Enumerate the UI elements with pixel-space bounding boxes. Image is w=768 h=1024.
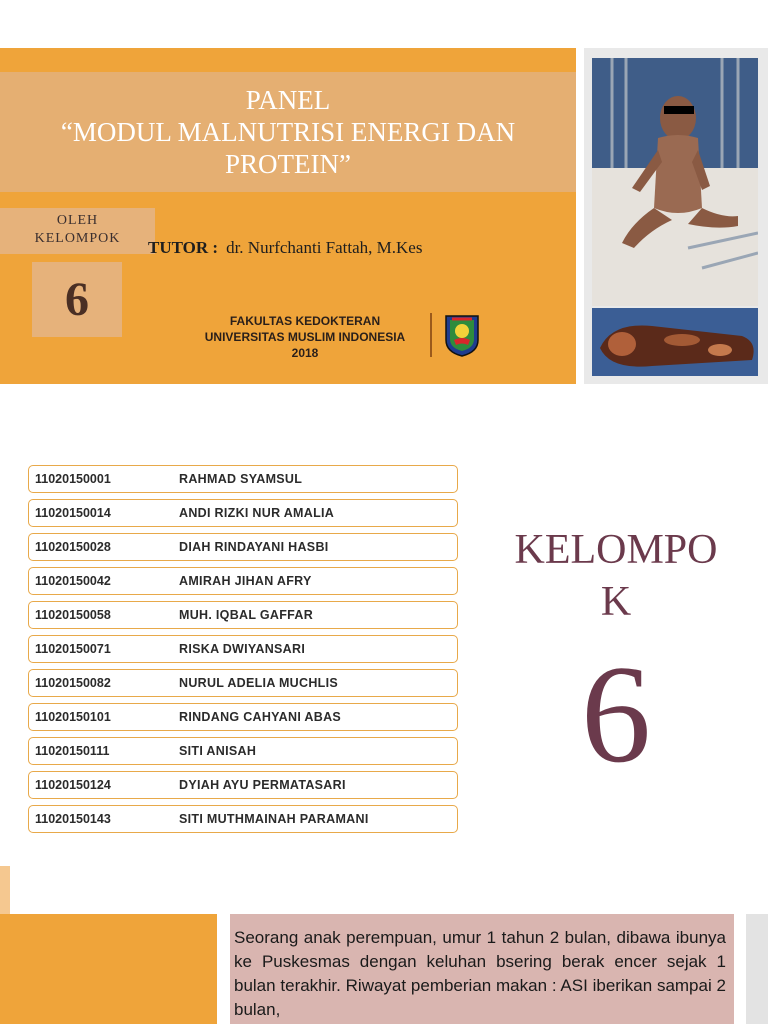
- member-name: NURUL ADELIA MUCHLIS: [179, 676, 339, 690]
- header-divider: [430, 313, 432, 357]
- patient-photo: [592, 58, 758, 306]
- tutor-name: dr. Nurfchanti Fattah, M.Kes: [226, 238, 423, 257]
- member-nim: 11020150143: [35, 812, 111, 826]
- title-line-3: PROTEIN”: [225, 149, 351, 179]
- kelompok-heading: [488, 524, 744, 628]
- member-nim: 11020150071: [35, 642, 111, 656]
- faculty-year: 2018: [291, 346, 319, 360]
- faculty-line-2: UNIVERSITAS MUSLIM INDONESIA: [204, 330, 406, 344]
- oleh-line-2: KELOMPOK: [34, 231, 121, 246]
- right-strip: [746, 914, 768, 1024]
- title-line-1: PANEL: [245, 85, 331, 115]
- member-nim: 11020150082: [35, 676, 111, 690]
- member-name: MUH. IQBAL GAFFAR: [179, 608, 314, 622]
- tutor-line: [148, 238, 422, 258]
- member-name: AMIRAH JIHAN AFRY: [179, 574, 312, 588]
- member-nim: 11020150001: [35, 472, 111, 486]
- page-title: [0, 84, 576, 180]
- member-name: RISKA DWIYANSARI: [179, 642, 306, 656]
- kelompok-line-1: KELOMPO: [514, 527, 718, 573]
- faculty-block: [180, 313, 430, 361]
- skin-lesion-photo: [592, 308, 758, 376]
- member-nim: 11020150124: [35, 778, 111, 792]
- member-row: [28, 771, 458, 799]
- member-nim: 11020150014: [35, 506, 111, 520]
- member-nim: 11020150042: [35, 574, 111, 588]
- kelompok-number: 6: [581, 637, 651, 792]
- member-row: [28, 635, 458, 663]
- oleh-kelompok-label: [0, 212, 155, 248]
- university-logo-icon: [444, 314, 480, 358]
- tutor-label: TUTOR :: [148, 238, 219, 257]
- member-name: ANDI RIZKI NUR AMALIA: [179, 506, 335, 520]
- member-row: [28, 669, 458, 697]
- member-row: [28, 601, 458, 629]
- kelompok-line-2: K: [600, 579, 632, 625]
- member-name: DIAH RINDAYANI HASBI: [179, 540, 329, 554]
- oleh-line-1: OLEH: [56, 213, 99, 228]
- scenario-text: Seorang anak perempuan, umur 1 tahun 2 bulan, dibawa ibunya ke Puskesmas dengan keluhan bsering berak encer sejak 1 bulan terakhir. Riwayat pemberian makan : ASI iberikan sampai 2 bulan,: [234, 928, 726, 1019]
- member-name: SITI MUTHMAINAH PARAMANI: [179, 812, 369, 826]
- member-row: [28, 805, 458, 833]
- member-row: [28, 465, 458, 493]
- bottom-orange-block: [0, 914, 217, 1024]
- member-nim: 11020150028: [35, 540, 111, 554]
- member-row: [28, 533, 458, 561]
- title-line-2: “MODUL MALNUTRISI ENERGI DAN: [60, 117, 516, 147]
- member-row: [28, 499, 458, 527]
- member-nim: 11020150058: [35, 608, 111, 622]
- member-row: [28, 703, 458, 731]
- member-nim: 11020150101: [35, 710, 111, 724]
- member-name: SITI ANISAH: [179, 744, 257, 758]
- member-row: [28, 567, 458, 595]
- member-name: RAHMAD SYAMSUL: [179, 472, 303, 486]
- group-number: 6: [65, 273, 89, 326]
- member-nim: 11020150111: [35, 744, 110, 758]
- member-name: DYIAH AYU PERMATASARI: [179, 778, 346, 792]
- member-name: RINDANG CAHYANI ABAS: [179, 710, 342, 724]
- member-row: [28, 737, 458, 765]
- faculty-line-1: FAKULTAS KEDOKTERAN: [229, 314, 381, 328]
